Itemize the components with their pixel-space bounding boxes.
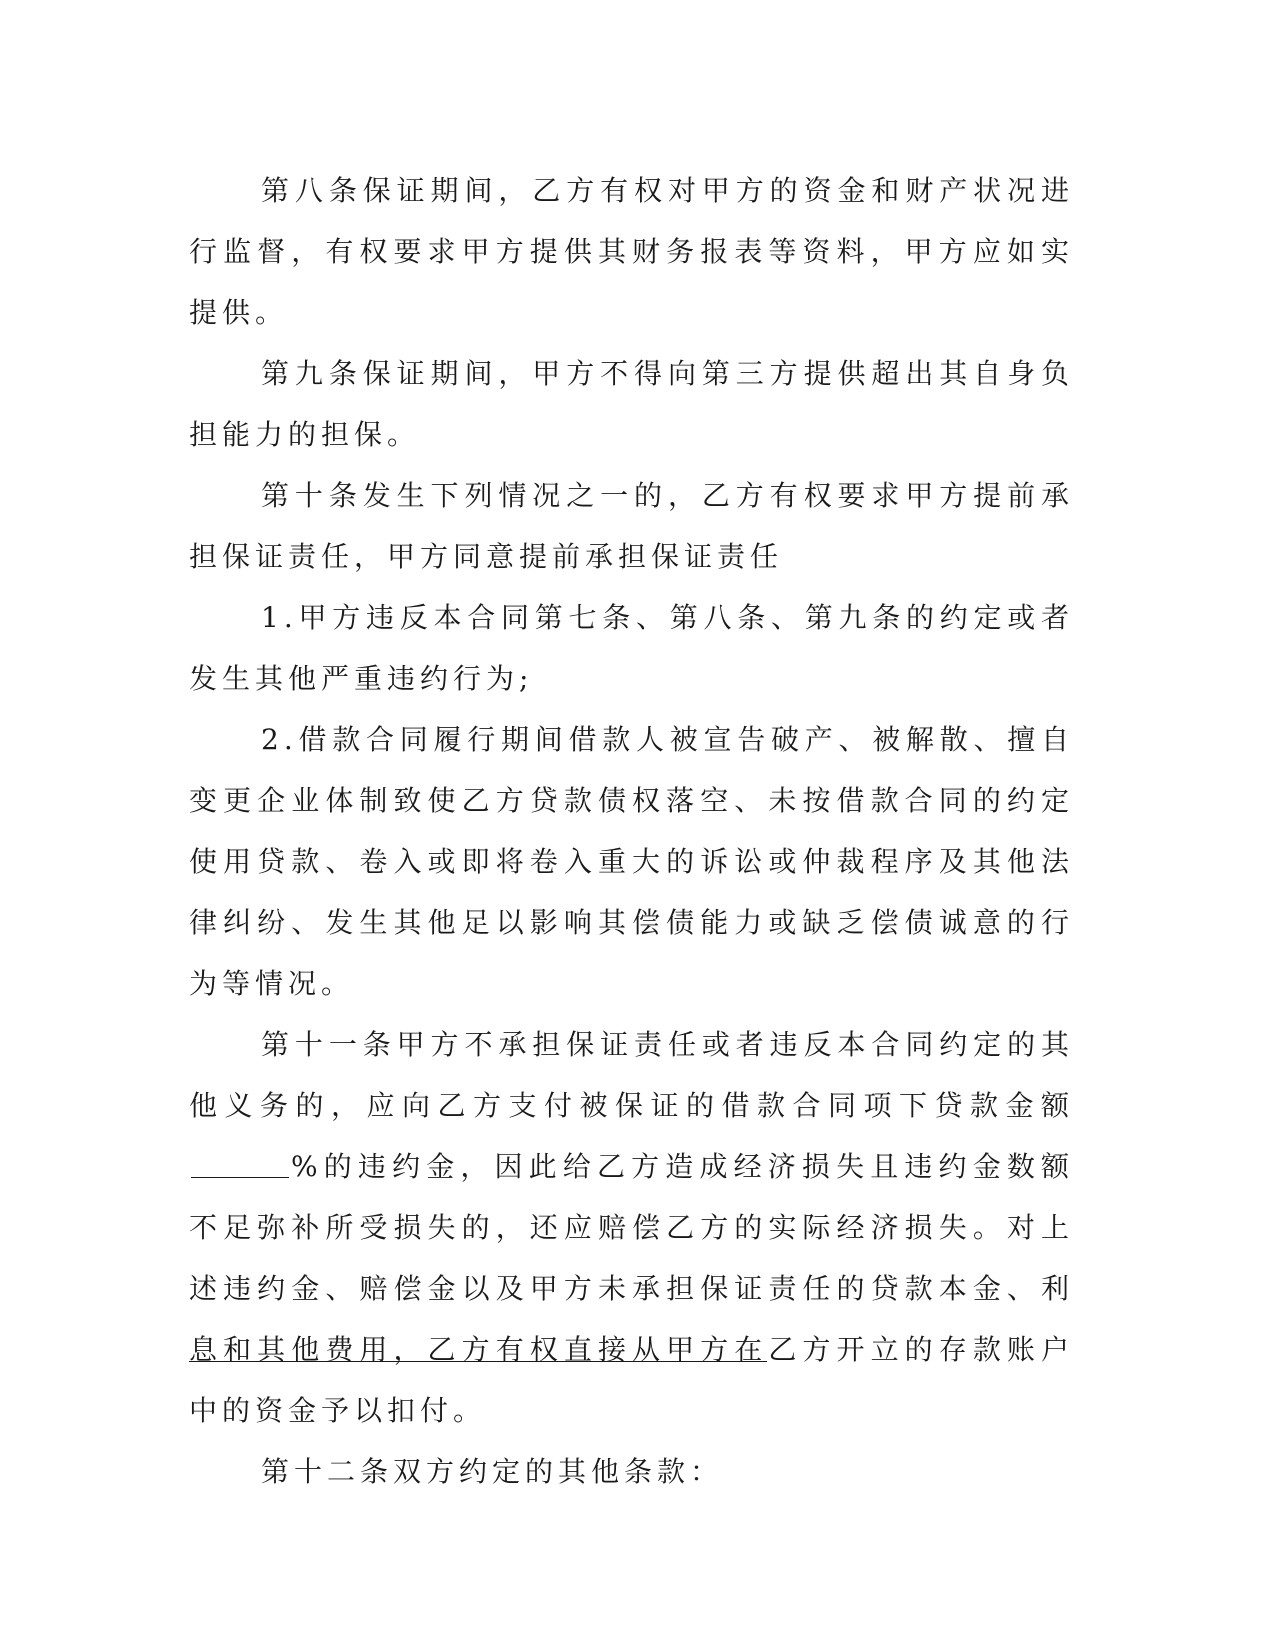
document-body <box>189 160 1074 1502</box>
article-10-paragraph: 第十条发生下列情况之一的，乙方有权要求甲方提前承担保证责任，甲方同意提前承担保证责任 <box>189 479 1074 573</box>
article-9-paragraph: 第九条保证期间，甲方不得向第三方提供超出其自身负担能力的担保。 <box>189 357 1074 451</box>
article-11-text-before-blank: 第十一条甲方不承担保证责任或者违反本合同约定的其他义务的，应向乙方支付被保证的借款合同项下贷款金额 <box>189 1028 1074 1122</box>
article-11-paragraph <box>189 1014 1074 1441</box>
other-terms-blank-line <box>189 1361 767 1362</box>
article-11-text-after-blank: %的违约金，因此给乙方造成经济损失且违约金数额不足弥补所受损失的，还应赔偿乙方的实际经济损失。对上述违约金、赔偿金以及甲方未承担保证责任的贷款本金、利息和其他费用，乙方有权直接从甲方在乙方开立的存款账户中的资金予以扣付。 <box>189 1150 1074 1427</box>
article-10-item-2: 2.借款合同履行期间借款人被宣告破产、被解散、擅自变更企业体制致使乙方贷款债权落空、未按借款合同的约定使用贷款、卷入或即将卷入重大的诉讼或仲裁程序及其他法律纠纷、发生其他足以影响其偿债能力或缺乏偿债诚意的行为等情况。 <box>189 723 1074 1000</box>
penalty-percentage-blank <box>191 1149 289 1178</box>
article-12-paragraph: 第十二条双方约定的其他条款： <box>261 1455 724 1488</box>
article-10-item-1: 1.甲方违反本合同第七条、第八条、第九条的约定或者发生其他严重违约行为; <box>189 601 1074 695</box>
article-8-paragraph: 第八条保证期间，乙方有权对甲方的资金和财产状况进行监督，有权要求甲方提供其财务报表等资料，甲方应如实提供。 <box>189 174 1074 329</box>
